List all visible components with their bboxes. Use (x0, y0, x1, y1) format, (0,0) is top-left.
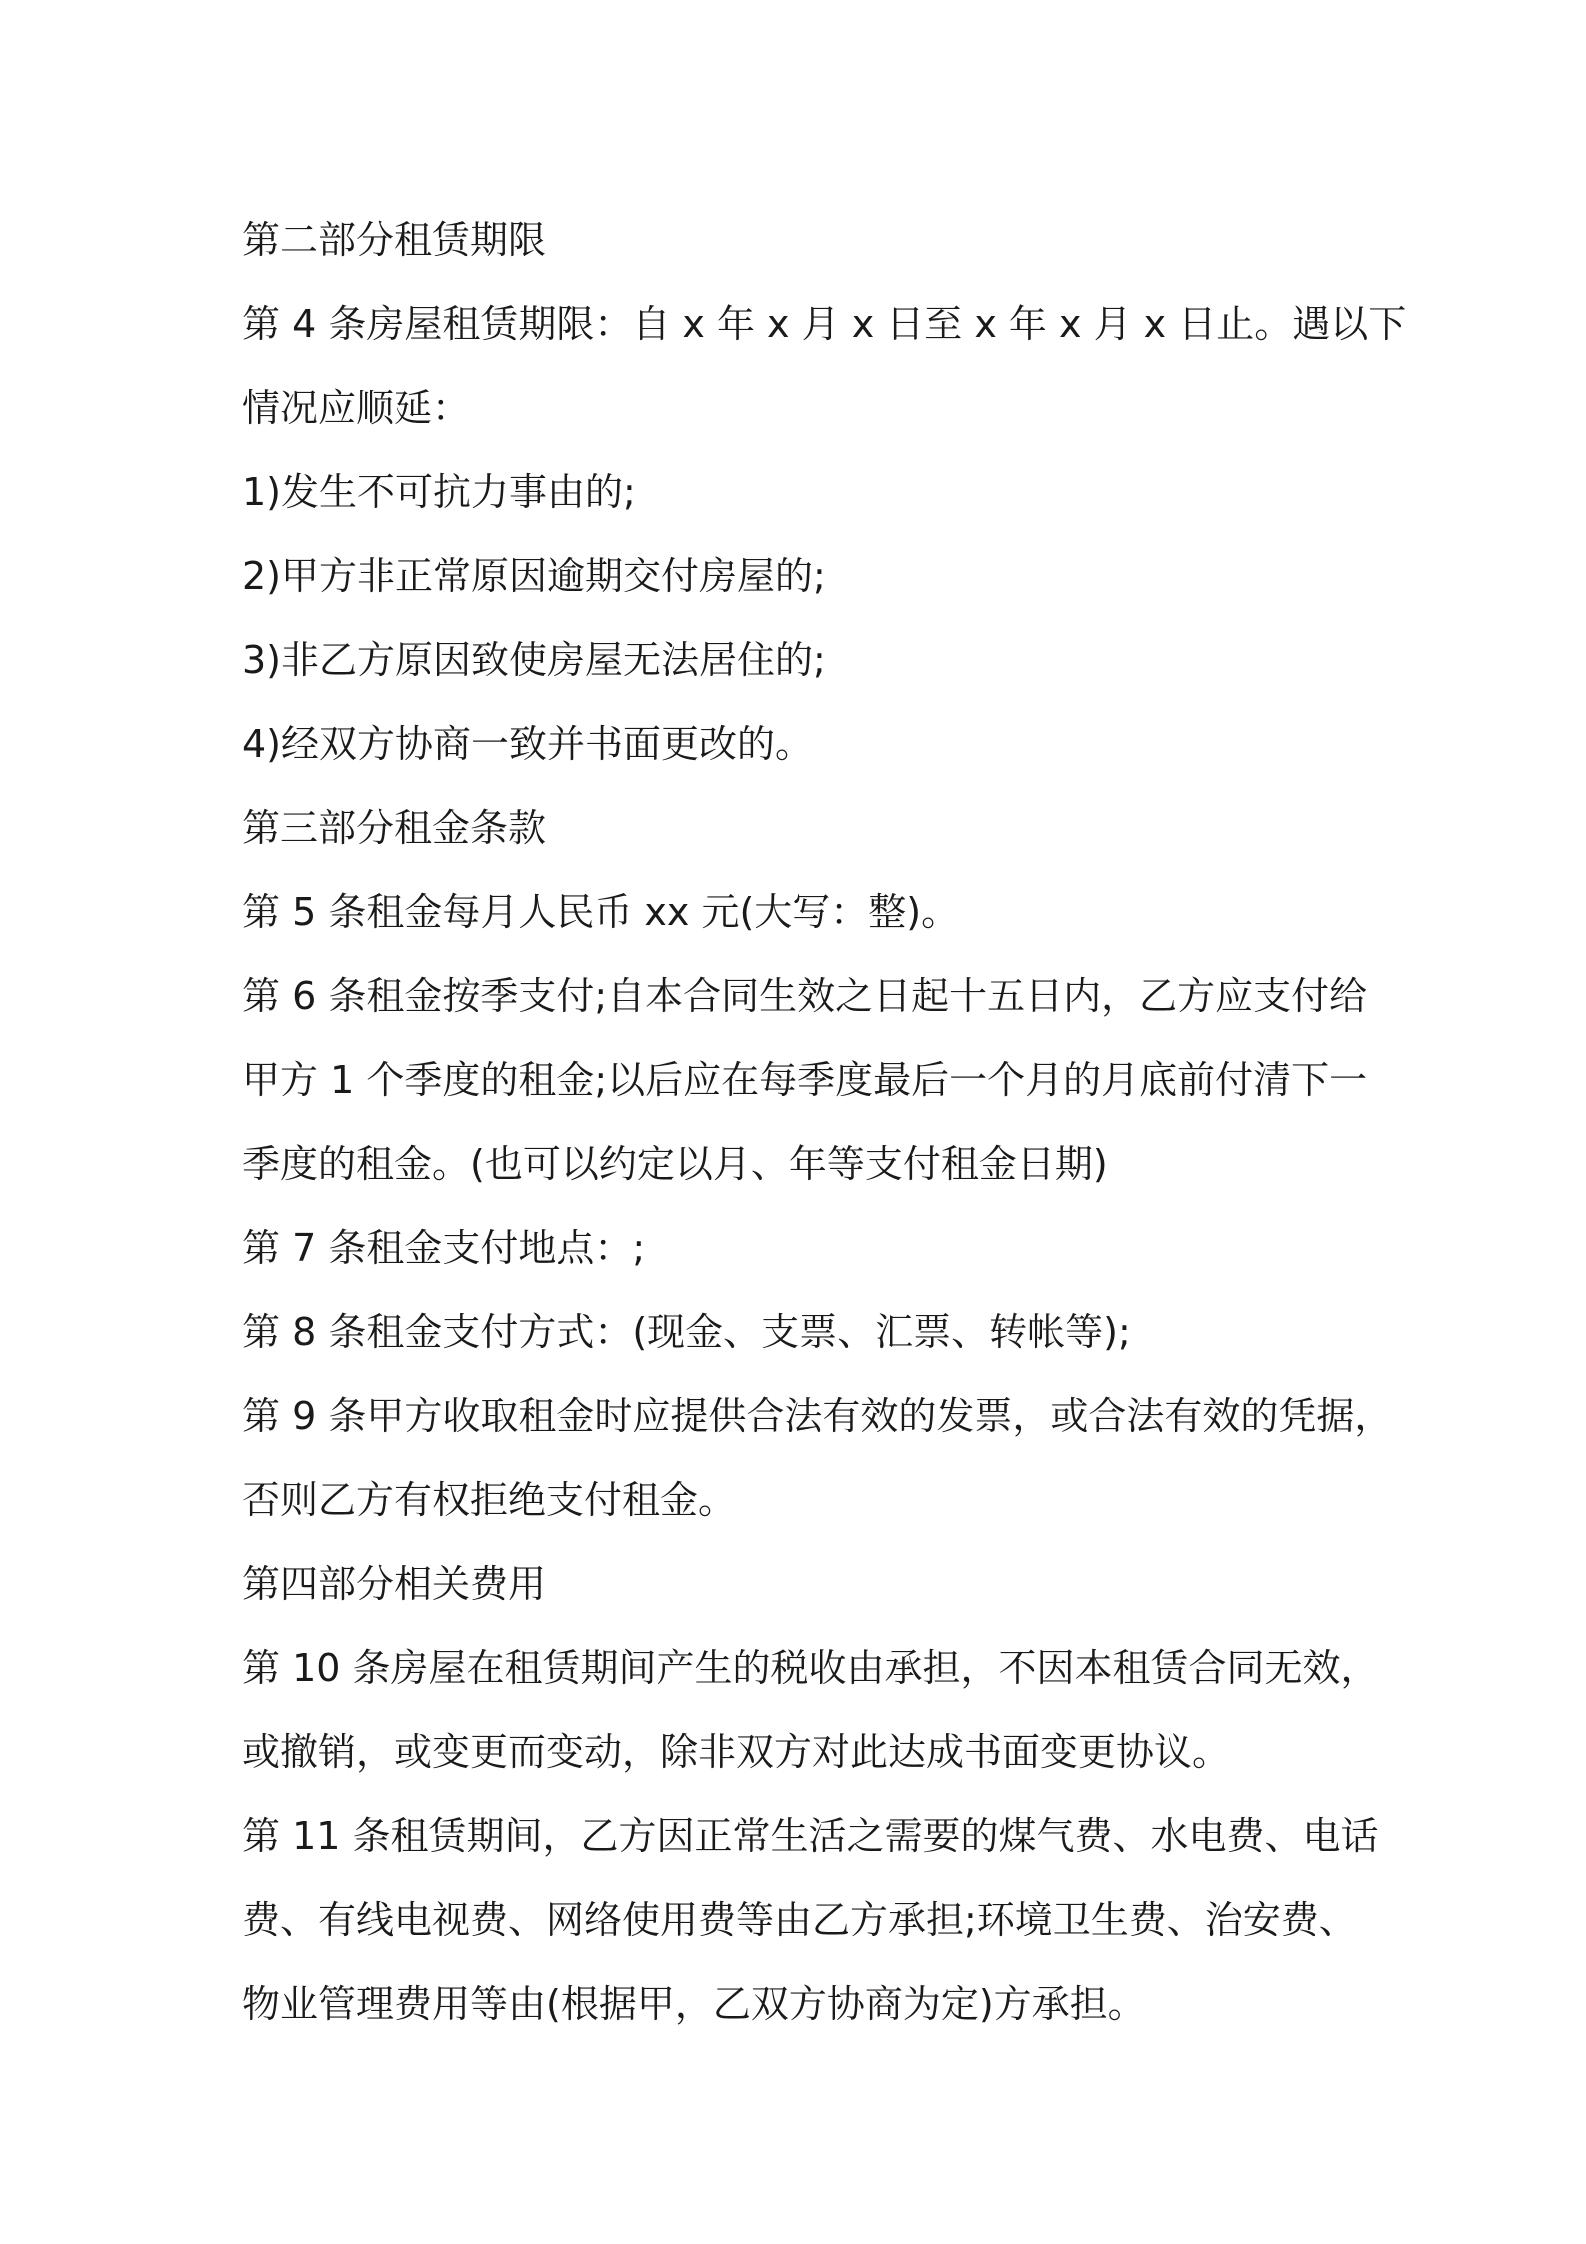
clause-4-item-2: 2)甲方非正常原因逾期交付房屋的; (242, 554, 826, 598)
clause-4-item-3: 3)非乙方原因致使房屋无法居住的; (242, 638, 826, 682)
clause-11-line-1: 第 11 条租赁期间，乙方因正常生活之需要的煤气费、水电费、电话 (242, 1814, 1379, 1858)
clause-6-line-3: 季度的租金。(也可以约定以月、年等支付租金日期) (242, 1142, 1108, 1186)
clause-5: 第 5 条租金每月人民币 xx 元(大写：整)。 (242, 890, 960, 934)
clause-10-line-2: 或撤销，或变更而变动，除非双方对此达成书面变更协议。 (242, 1730, 1231, 1774)
clause-9-line-1: 第 9 条甲方收取租金时应提供合法有效的发票，或合法有效的凭据， (242, 1394, 1393, 1438)
clause-10-line-1: 第 10 条房屋在租赁期间产生的税收由承担，不因本租赁合同无效， (242, 1646, 1379, 1690)
clause-6-line-2: 甲方 1 个季度的租金;以后应在每季度最后一个月的月底前付清下一 (242, 1058, 1368, 1102)
clause-9-line-2: 否则乙方有权拒绝支付租金。 (242, 1478, 737, 1522)
section-heading-lease-term: 第二部分租赁期限 (242, 218, 547, 262)
clause-4-item-4: 4)经双方协商一致并书面更改的。 (242, 722, 814, 766)
clause-4-line-2: 情况应顺延： (242, 386, 471, 430)
document-body (242, 198, 1407, 2046)
clause-7: 第 7 条租金支付地点：; (242, 1226, 646, 1270)
clause-4-line-1: 第 4 条房屋租赁期限：自 x 年 x 月 x 日至 x 年 x 月 x 日止。遇以下 (242, 302, 1407, 346)
clause-4-item-1: 1)发生不可抗力事由的; (242, 470, 636, 514)
section-heading-rent-terms: 第三部分租金条款 (242, 806, 547, 850)
clause-11-line-2: 费、有线电视费、网络使用费等由乙方承担;环境卫生费、治安费、 (242, 1898, 1357, 1942)
clause-6-line-1: 第 6 条租金按季支付;自本合同生效之日起十五日内，乙方应支付给 (242, 974, 1368, 1018)
clause-11-line-3: 物业管理费用等由(根据甲，乙双方协商为定)方承担。 (242, 1982, 1146, 2026)
section-heading-related-fees: 第四部分相关费用 (242, 1562, 547, 1606)
clause-8: 第 8 条租金支付方式：(现金、支票、汇票、转帐等); (242, 1310, 1131, 1354)
